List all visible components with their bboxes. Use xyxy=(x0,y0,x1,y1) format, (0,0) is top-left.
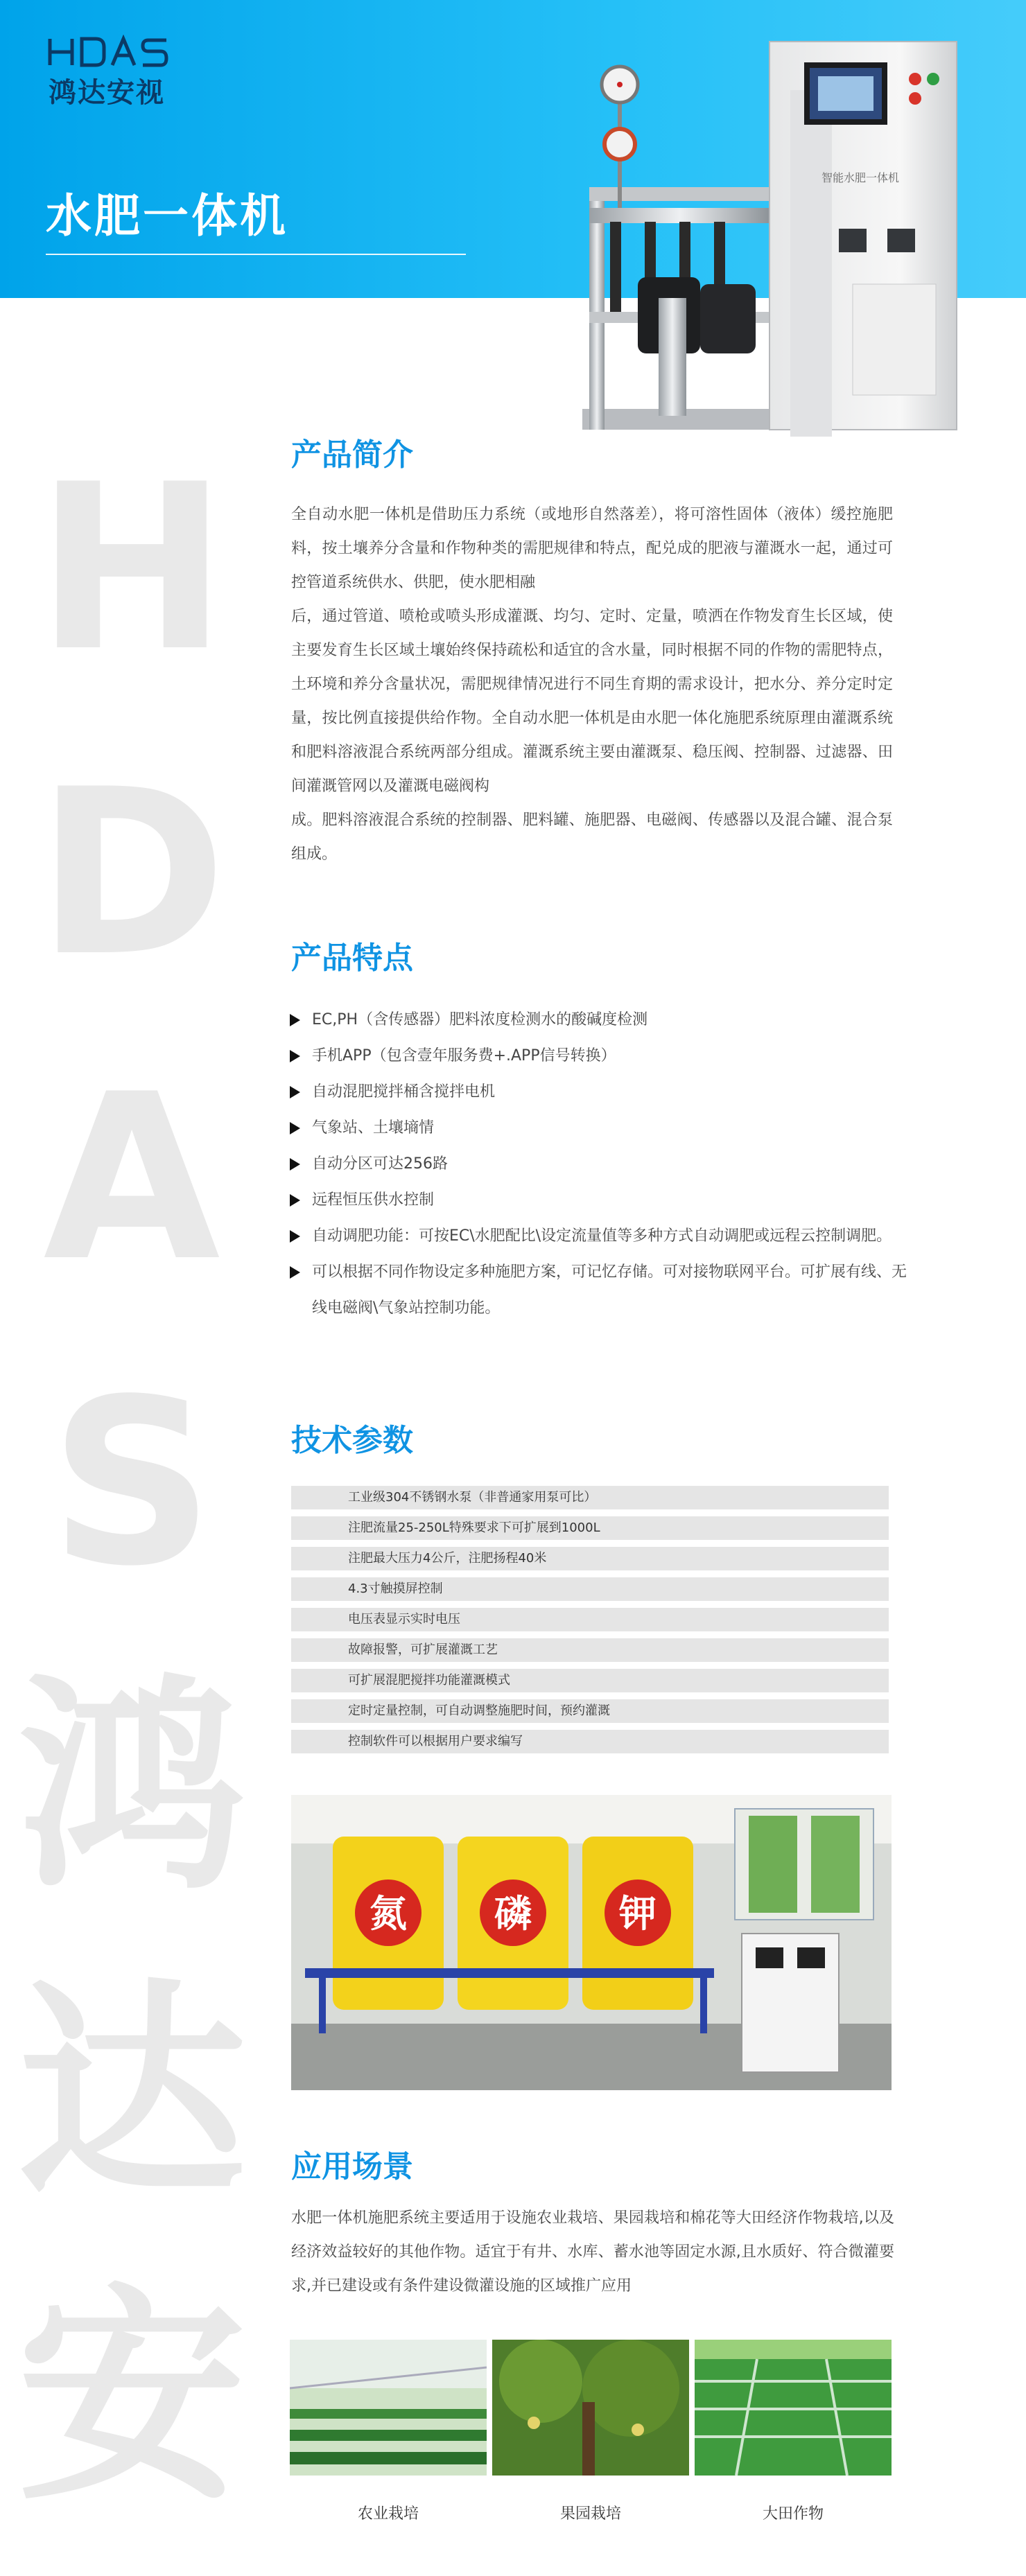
feature-item: 手机APP（包含壹年服务费+.APP信号转换） xyxy=(287,1038,911,1074)
field-crop-photo xyxy=(695,2340,892,2476)
spec-row: 4.3寸触摸屏控制 xyxy=(291,1577,889,1601)
bullet-triangle-icon xyxy=(290,1230,300,1243)
machine-illustration xyxy=(562,21,964,471)
bullet-triangle-icon xyxy=(290,1086,300,1098)
spec-row: 定时定量控制，可自动调整施肥时间，预约灌溉 xyxy=(291,1699,889,1723)
spec-row: 电压表显示实时电压 xyxy=(291,1608,889,1631)
tank-label: 钾 xyxy=(619,1892,657,1936)
spec-row: 控制软件可以根据用户要求编写 xyxy=(291,1730,889,1753)
feature-item: 自动分区可达256路 xyxy=(287,1146,911,1182)
intro-paragraph: 后，通过管道、喷枪或喷头形成灌溉、均匀、定时、定量，喷洒在作物发育生长区域，使主要发育生长区域土壤始终保持疏松和适宜的含水量，同时根据不同的作物的需肥特点，土环境和养分含量状况，需肥规律情况进行不同生育期的需求设计，把水分、养分定时定量，按比例直接提供给作物。全自动水肥一体机是由水肥一体化施肥系统原理由灌溉系统和肥料溶液混合系统两部分组成。灌溉系统主要由灌溉泵、稳压阀、控制器、过滤器、田间灌溉管网以及灌溉电磁阀构 xyxy=(291,608,893,795)
applications-grid xyxy=(290,2340,890,2534)
features-title: 产品特点 xyxy=(291,940,413,976)
bullet-triangle-icon xyxy=(290,1158,300,1171)
watermark-char: D xyxy=(37,740,227,1006)
tank-label: 氮 xyxy=(369,1892,407,1936)
feature-item: 气象站、土壤墒情 xyxy=(287,1110,911,1146)
bullet-triangle-icon xyxy=(290,1050,300,1062)
spec-row: 故障报警，可扩展灌溉工艺 xyxy=(291,1638,889,1662)
application-label: 果园栽培 xyxy=(559,2505,621,2523)
bullet-triangle-icon xyxy=(290,1122,300,1134)
intro-title: 产品简介 xyxy=(291,437,413,473)
brand-name: 鸿达安视 xyxy=(49,77,165,109)
spec-row: 注肥流量25-250L特殊要求下可扩展到1000L xyxy=(291,1516,889,1540)
application-card xyxy=(695,2340,892,2523)
watermark-char: H xyxy=(35,435,228,701)
tank-label: 磷 xyxy=(494,1892,532,1936)
page-title: 水肥一体机 xyxy=(46,189,288,243)
fertilizer-tank-photo xyxy=(291,1795,892,2090)
features-list xyxy=(287,1002,911,1326)
bullet-triangle-icon xyxy=(290,1194,300,1207)
specs-table xyxy=(291,1486,889,1760)
watermark-char: 达 xyxy=(17,1960,246,2226)
logo-mark-icon xyxy=(47,35,172,69)
watermark-char: S xyxy=(49,1350,214,1616)
watermark-char: 鸿 xyxy=(17,1655,246,1921)
watermark-char: A xyxy=(43,1045,220,1311)
bullet-triangle-icon xyxy=(290,1266,300,1279)
orchard-photo xyxy=(492,2340,689,2476)
feature-item: 远程恒压供水控制 xyxy=(287,1182,911,1218)
intro-paragraph: 全自动水肥一体机是借助压力系统（或地形自然落差），将可溶性固体（液体）缓控施肥料，按土壤养分含量和作物种类的需肥规律和特点，配兑成的肥液与灌溉水一起，通过可控管道系统供水、供肥，使水肥相融 xyxy=(291,506,893,591)
applications-title: 应用场景 xyxy=(291,2149,413,2184)
greenhouse-photo xyxy=(290,2340,487,2476)
intro-text xyxy=(291,498,893,871)
application-card xyxy=(492,2340,689,2523)
machine-panel-label: 智能水肥一体机 xyxy=(821,171,900,184)
feature-item: 可以根据不同作物设定多种施肥方案，可记忆存储。可对接物联网平台。可扩展有线、无线电磁阀\气象站控制功能。 xyxy=(287,1254,911,1326)
spec-row: 工业级304不锈钢水泵（非普通家用泵可比） xyxy=(291,1486,889,1509)
feature-item: 自动混肥搅拌桶含搅拌电机 xyxy=(287,1074,911,1110)
specs-title: 技术参数 xyxy=(291,1423,413,1458)
watermark-char: 安 xyxy=(17,2265,246,2531)
intro-paragraph: 成。肥料溶液混合系统的控制器、肥料罐、施肥器、电磁阀、传感器以及混合罐、混合泵组成。 xyxy=(291,812,893,863)
application-label: 大田作物 xyxy=(762,2505,824,2523)
spec-row: 可扩展混肥搅拌功能灌溉模式 xyxy=(291,1669,889,1692)
feature-item: 自动调肥功能：可按EC\水肥配比\设定流量值等多种方式自动调肥或远程云控制调肥。 xyxy=(287,1218,911,1254)
spec-row: 注肥最大压力4公斤，注肥扬程40米 xyxy=(291,1547,889,1570)
application-label: 农业栽培 xyxy=(357,2505,419,2523)
brand-watermark xyxy=(0,416,263,2536)
feature-item: EC,PH（含传感器）肥料浓度检测水的酸碱度检测 xyxy=(287,1002,911,1038)
application-card xyxy=(290,2340,487,2523)
applications-text: 水肥一体机施肥系统主要适用于设施农业栽培、果园栽培和棉花等大田经济作物栽培,以及经济效益较好的其他作物。适宜于有井、水库、蓄水池等固定水源,且水质好、符合微灌要求,并已建设或有条件建设微灌设施的区域推广应用 xyxy=(291,2209,894,2295)
bullet-triangle-icon xyxy=(290,1014,300,1026)
title-underline xyxy=(46,254,466,255)
